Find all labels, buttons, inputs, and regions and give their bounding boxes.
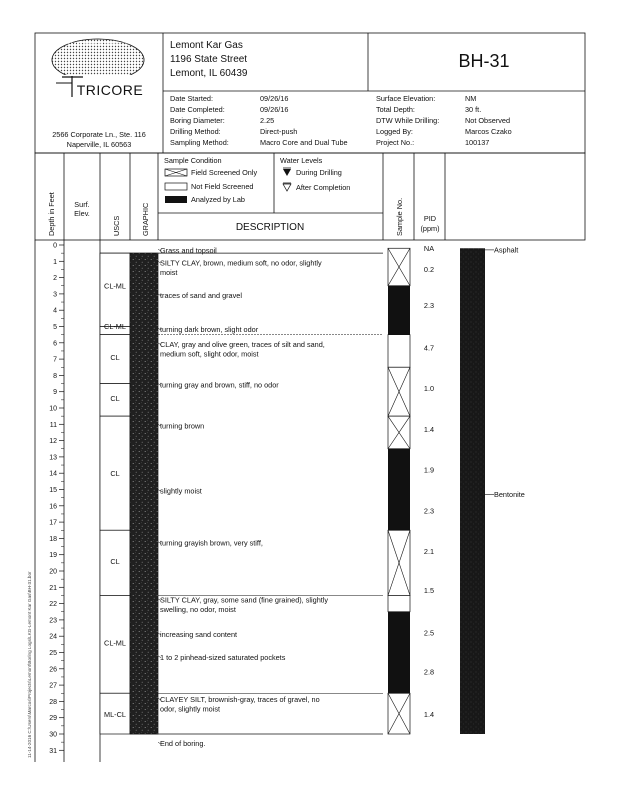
depth-tick-label: 8 bbox=[53, 372, 57, 380]
depth-tick-label: 1 bbox=[53, 258, 57, 266]
legend-after-completion: After Completion bbox=[296, 183, 351, 192]
depth-tick-label: 21 bbox=[49, 584, 57, 592]
pid-header-line2: (ppm) bbox=[420, 224, 440, 233]
sample-not-screened bbox=[388, 335, 410, 368]
depth-tick-label: 24 bbox=[49, 633, 57, 641]
info-value: 100137 bbox=[465, 138, 490, 147]
depth-tick-label: 3 bbox=[53, 291, 57, 299]
uscs-column-header: USCS bbox=[112, 215, 121, 236]
depth-tick-label: 16 bbox=[49, 503, 57, 511]
description-line: odor, slightly moist bbox=[160, 704, 221, 714]
depth-tick-label: 29 bbox=[49, 715, 57, 723]
graphic-column-header: GRAPHIC bbox=[141, 202, 150, 236]
surf-elev-header-line1: Surf. bbox=[74, 200, 90, 209]
info-label: Boring Diameter: bbox=[170, 116, 225, 125]
info-label: Logged By: bbox=[376, 127, 413, 136]
depth-tick-label: 0 bbox=[53, 242, 57, 250]
legend-not-field-screened: Not Field Screened bbox=[191, 182, 254, 191]
depth-column-header: Depth in Feet bbox=[47, 192, 56, 236]
tricore-logo bbox=[52, 39, 144, 98]
legend-sample-title: Sample Condition bbox=[164, 156, 222, 165]
description-line: traces of sand and gravel bbox=[160, 290, 242, 300]
uscs-label: CL bbox=[110, 393, 120, 403]
description-line: turning grayish brown, very stiff, bbox=[160, 538, 263, 548]
well-label: Asphalt bbox=[494, 245, 519, 255]
soil-graphic bbox=[130, 253, 158, 734]
company-address-line1: 2566 Corporate Ln., Ste. 116 bbox=[52, 130, 146, 139]
pid-value: 2.8 bbox=[423, 667, 435, 677]
depth-tick-label: 30 bbox=[49, 731, 57, 739]
info-value: Direct-push bbox=[260, 127, 298, 136]
info-label: Date Completed: bbox=[170, 105, 225, 114]
description-line: increasing sand content bbox=[160, 629, 238, 639]
depth-tick-label: 14 bbox=[49, 470, 57, 478]
company-address-line2: Naperville, IL 60563 bbox=[66, 140, 132, 149]
depth-tick-label: 5 bbox=[53, 324, 57, 331]
pid-value: 0.2 bbox=[423, 265, 435, 275]
surf-elev-header-line2: Elev. bbox=[74, 209, 90, 218]
info-value: Marcos Czako bbox=[465, 127, 512, 136]
legend bbox=[164, 156, 350, 204]
depth-tick-label: 25 bbox=[49, 650, 57, 657]
uscs-label: CL-ML bbox=[104, 322, 126, 332]
info-value: 09/26/16 bbox=[260, 105, 289, 114]
pid-header-line1: PID bbox=[423, 214, 437, 223]
sample-not-screened bbox=[388, 595, 410, 611]
description-column-header: DESCRIPTION bbox=[235, 222, 305, 233]
description-line: CLAYEY SILT, brownish-gray, traces of gravel, no bbox=[160, 695, 320, 705]
depth-axis bbox=[49, 243, 64, 755]
sample-analyzed-by-lab bbox=[388, 612, 410, 694]
info-value: Not Observed bbox=[465, 116, 511, 125]
bentonite-backfill bbox=[460, 248, 485, 734]
project-city: Lemont, IL 60439 bbox=[170, 68, 248, 79]
info-value: 30 ft. bbox=[465, 105, 482, 114]
info-label: Total Depth: bbox=[376, 105, 415, 114]
pid-value: 4.7 bbox=[423, 343, 435, 353]
depth-tick-label: 28 bbox=[49, 698, 57, 706]
project-street: 1196 State Street bbox=[170, 54, 248, 65]
uscs-label: CL bbox=[110, 468, 120, 478]
logo-tagline: ENVIRONMENTAL SERVICES bbox=[67, 42, 129, 46]
depth-tick-label: 7 bbox=[53, 356, 57, 364]
depth-tick-label: 4 bbox=[53, 307, 57, 315]
info-value: Macro Core and Dual Tube bbox=[260, 138, 348, 147]
description-line: slightly moist bbox=[160, 486, 202, 496]
depth-tick-label: 27 bbox=[49, 682, 57, 690]
pid-value: NA bbox=[423, 243, 435, 253]
graphic-column bbox=[130, 253, 158, 734]
well-construction-column bbox=[460, 245, 525, 734]
description-line: CLAY, gray and olive green, traces of silt and sand, bbox=[160, 339, 325, 349]
description-line: End of boring. bbox=[160, 739, 206, 749]
pid-value: 1.9 bbox=[423, 465, 435, 475]
footer-file-path: 11-14-2016 C:\Users\Marcos\Projects\Lemont\Boring Logs\LKG-Lemont Kar Gas\BH-31.bor bbox=[27, 571, 32, 758]
well-label: Bentonite bbox=[494, 489, 525, 499]
pid-column bbox=[424, 244, 434, 719]
uscs-label: CL bbox=[110, 556, 120, 566]
pid-value: 1.4 bbox=[423, 424, 435, 434]
boring-info-left bbox=[170, 94, 348, 147]
legend-analyzed-by-lab: Analyzed by Lab bbox=[191, 195, 245, 204]
depth-tick-label: 9 bbox=[53, 389, 57, 397]
pid-value: 1.0 bbox=[423, 384, 435, 394]
description-line: moist bbox=[160, 267, 178, 277]
depth-tick-label: 23 bbox=[49, 617, 57, 625]
info-value: NM bbox=[465, 94, 477, 103]
project-name: Lemont Kar Gas bbox=[170, 40, 243, 51]
description-line: medium soft, slight odor, moist bbox=[160, 349, 259, 359]
info-label: Date Started: bbox=[170, 94, 213, 103]
info-label: Project No.: bbox=[376, 138, 415, 147]
depth-tick-label: 19 bbox=[49, 552, 57, 560]
description-line: turning dark brown, slight odor bbox=[160, 325, 259, 335]
pid-value: 2.1 bbox=[423, 547, 435, 557]
depth-tick-label: 15 bbox=[49, 487, 57, 494]
description-line: SILTY CLAY, gray, some sand (fine grained), slightly bbox=[160, 595, 329, 605]
field-screened-swatch bbox=[165, 169, 187, 176]
not-field-screened-swatch bbox=[165, 183, 187, 190]
pid-value: 1.5 bbox=[423, 586, 435, 596]
pid-value: 2.3 bbox=[423, 506, 435, 516]
boring-info-right bbox=[376, 94, 512, 147]
depth-tick-label: 11 bbox=[49, 421, 57, 429]
depth-tick-label: 10 bbox=[49, 405, 57, 413]
legend-during-drilling: During Drilling bbox=[296, 168, 342, 177]
description-line: turning gray and brown, stiff, no odor bbox=[160, 380, 279, 390]
depth-tick-label: 18 bbox=[49, 535, 57, 543]
sample-column bbox=[388, 248, 410, 734]
description-line: 1 to 2 pinhead-sized saturated pockets bbox=[160, 652, 286, 662]
analyzed-by-lab-swatch bbox=[165, 196, 187, 203]
uscs-column bbox=[100, 253, 130, 734]
boring-id: BH-31 bbox=[458, 51, 510, 71]
info-label: Sampling Method: bbox=[170, 138, 229, 147]
uscs-label: CL-ML bbox=[104, 638, 126, 648]
uscs-label: CL-ML bbox=[104, 281, 126, 291]
pid-value: 1.4 bbox=[423, 710, 435, 720]
during-drilling-icon bbox=[283, 169, 291, 176]
sample-analyzed-by-lab bbox=[388, 449, 410, 531]
uscs-label: CL bbox=[110, 353, 120, 363]
pid-value: 2.3 bbox=[423, 300, 435, 310]
info-label: Surface Elevation: bbox=[376, 94, 436, 103]
depth-tick-label: 20 bbox=[49, 568, 57, 576]
depth-tick-label: 13 bbox=[49, 454, 57, 462]
after-completion-icon bbox=[283, 184, 291, 191]
info-value: 2.25 bbox=[260, 116, 275, 125]
depth-tick-label: 17 bbox=[49, 519, 57, 527]
description-line: Grass and topsoil bbox=[160, 246, 217, 256]
sample-analyzed-by-lab bbox=[388, 286, 410, 335]
info-value: 09/26/16 bbox=[260, 94, 289, 103]
description-line: SILTY CLAY, brown, medium soft, no odor, slightly bbox=[160, 258, 322, 268]
description-line: turning brown bbox=[160, 421, 205, 431]
depth-tick-label: 2 bbox=[53, 275, 57, 283]
legend-field-screened: Field Screened Only bbox=[191, 168, 258, 177]
uscs-label: ML-CL bbox=[104, 710, 126, 720]
depth-tick-label: 26 bbox=[49, 666, 57, 674]
depth-tick-label: 12 bbox=[49, 438, 57, 446]
description-line: swelling, no odor, moist bbox=[160, 605, 236, 615]
depth-tick-label: 22 bbox=[49, 601, 57, 609]
logo-name: TRICORE bbox=[76, 82, 144, 98]
depth-tick-label: 31 bbox=[49, 747, 57, 755]
log-body-frame bbox=[35, 240, 100, 762]
info-label: DTW While Drilling: bbox=[376, 116, 440, 125]
sample-no-column-header: Sample No. bbox=[395, 197, 404, 236]
pid-value: 2.5 bbox=[423, 628, 435, 638]
depth-tick-label: 6 bbox=[53, 340, 57, 348]
info-label: Drilling Method: bbox=[170, 127, 221, 136]
legend-water-title: Water Levels bbox=[280, 156, 323, 165]
